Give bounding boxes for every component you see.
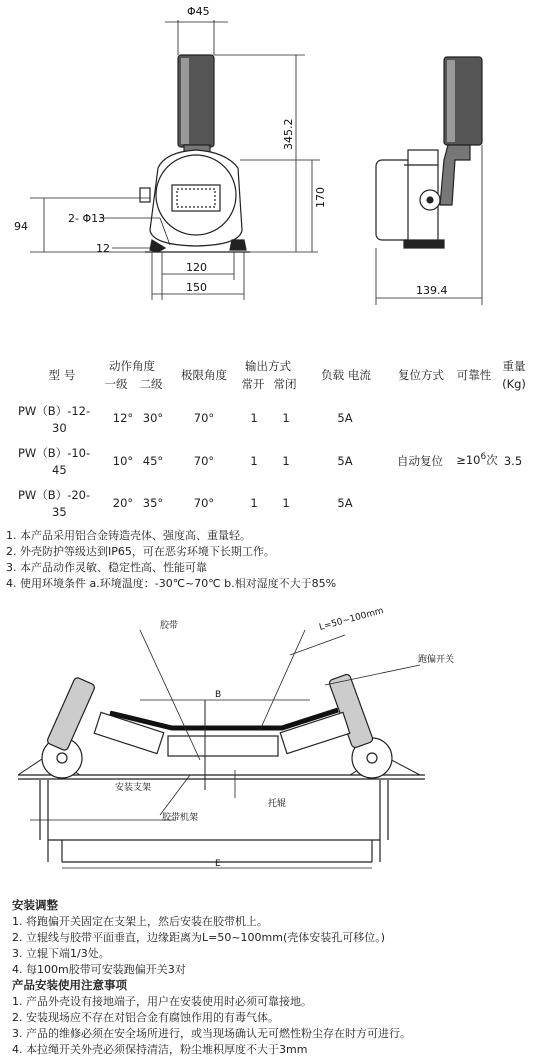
precaution-2: 2. 安装现场应不存在对铝合金有腐蚀作用的有毒气体。 bbox=[12, 1011, 279, 1024]
row1-no: 1 bbox=[250, 411, 258, 425]
dim-diameter-45: Φ45 bbox=[187, 5, 210, 18]
row2-no: 1 bbox=[250, 454, 258, 468]
row1-level1: 12° bbox=[112, 411, 134, 425]
dim-height-170: 170 bbox=[314, 187, 327, 208]
header-limit-angle: 极限角度 bbox=[181, 368, 227, 382]
note-2: 2. 外壳防护等级达到IP65，可在恶劣环境下长期工作。 bbox=[6, 545, 275, 558]
row2-load: 5A bbox=[337, 454, 353, 468]
row2-limit: 70° bbox=[193, 454, 215, 468]
header-weight: 重量 bbox=[502, 359, 526, 373]
header-level1: 一级 bbox=[104, 377, 128, 391]
reset-value: 自动复位 bbox=[397, 454, 443, 468]
label-bracket: 安装支架 bbox=[115, 783, 152, 793]
reliability-value: $\ge 10^6$次 bbox=[456, 452, 498, 467]
install-step-1: 1. 将跑偏开关固定在支架上，然后安装在胶带机上。 bbox=[12, 915, 268, 928]
dim-139: 139.4 bbox=[416, 284, 448, 297]
row2-model: PW（B）-10- 45 bbox=[18, 446, 91, 477]
install-step-2: 2. 立辊线与胶带平面垂直，边缘距离为L=50~100mm(壳体安装孔可移位。) bbox=[12, 931, 386, 944]
precaution-1: 1. 产品外壳设有接地端子，用户在安装使用时必须可靠接地。 bbox=[12, 995, 312, 1008]
header-output: 输出方式 bbox=[245, 359, 291, 373]
row3-no: 1 bbox=[250, 496, 258, 510]
row3-load: 5A bbox=[337, 496, 353, 510]
dim-height-345: 345.2 bbox=[282, 118, 295, 150]
dim-120: 120 bbox=[186, 261, 207, 274]
note-3: 3. 本产品动作灵敏、稳定性高、性能可靠 bbox=[6, 561, 207, 574]
row3-limit: 70° bbox=[193, 496, 215, 510]
label-L: L=50~100mm bbox=[318, 606, 385, 633]
label-belt: 胶带 bbox=[160, 621, 179, 631]
row1-load: 5A bbox=[337, 411, 353, 425]
label-idler: 托辊 bbox=[268, 799, 287, 809]
header-action-angle: 动作角度 bbox=[109, 359, 155, 373]
row1-model: PW（B）-12- 30 bbox=[18, 404, 91, 435]
header-nc: 常闭 bbox=[273, 377, 297, 391]
label-E: E bbox=[215, 859, 221, 869]
header-load: 负载 电流 bbox=[321, 368, 371, 382]
dim-150: 150 bbox=[186, 281, 207, 294]
label-frame: 胶带机架 bbox=[162, 813, 199, 823]
row2-level2: 45° bbox=[142, 454, 164, 468]
row2-level1: 10° bbox=[112, 454, 134, 468]
label-switch: 跑偏开关 bbox=[418, 655, 455, 665]
install-step-4: 4. 每100m胶带可安装跑偏开关3对 bbox=[12, 963, 186, 976]
row1-limit: 70° bbox=[193, 411, 215, 425]
weight-value: 3.5 bbox=[503, 454, 523, 468]
precaution-4: 4. 本拉绳开关外壳必须保持清洁，粉尘堆积厚度不大于3mm bbox=[12, 1043, 308, 1056]
note-4: 4. 使用环境条件 a.环境温度：-30℃~70℃ b.相对湿度不大于85% bbox=[6, 577, 337, 590]
note-1: 1. 本产品采用铝合金铸造壳体、强度高、重量轻。 bbox=[6, 529, 251, 542]
row3-level1: 20° bbox=[112, 496, 134, 510]
row1-level2: 30° bbox=[142, 411, 164, 425]
header-level2: 二级 bbox=[139, 377, 163, 391]
dim-holes: 2- Φ13 bbox=[68, 212, 106, 225]
header-reliability: 可靠性 bbox=[456, 368, 492, 382]
row2-nc: 1 bbox=[282, 454, 290, 468]
dim-94: 94 bbox=[14, 220, 28, 233]
header-model: 型 号 bbox=[48, 368, 76, 382]
dim-12: 12 bbox=[96, 242, 110, 255]
install-step-3: 3. 立辊下端1/3处。 bbox=[12, 947, 110, 960]
row1-nc: 1 bbox=[282, 411, 290, 425]
header-weight-unit: (Kg) bbox=[502, 377, 526, 391]
dimension-drawing bbox=[0, 0, 540, 345]
row3-nc: 1 bbox=[282, 496, 290, 510]
header-reset: 复位方式 bbox=[398, 368, 444, 382]
precautions-title: 产品安装使用注意事项 bbox=[12, 978, 127, 992]
precaution-3: 3. 产品的维修必须在安全场所进行，或当现场确认无可燃性粉尘存在时方可进行。 bbox=[12, 1027, 411, 1040]
header-no: 常开 bbox=[241, 377, 265, 391]
row3-model: PW（B）-20- 35 bbox=[18, 488, 91, 519]
installation-drawing bbox=[0, 600, 540, 895]
row3-level2: 35° bbox=[142, 496, 164, 510]
label-B: B bbox=[215, 690, 222, 700]
install-title: 安装调整 bbox=[12, 898, 58, 912]
